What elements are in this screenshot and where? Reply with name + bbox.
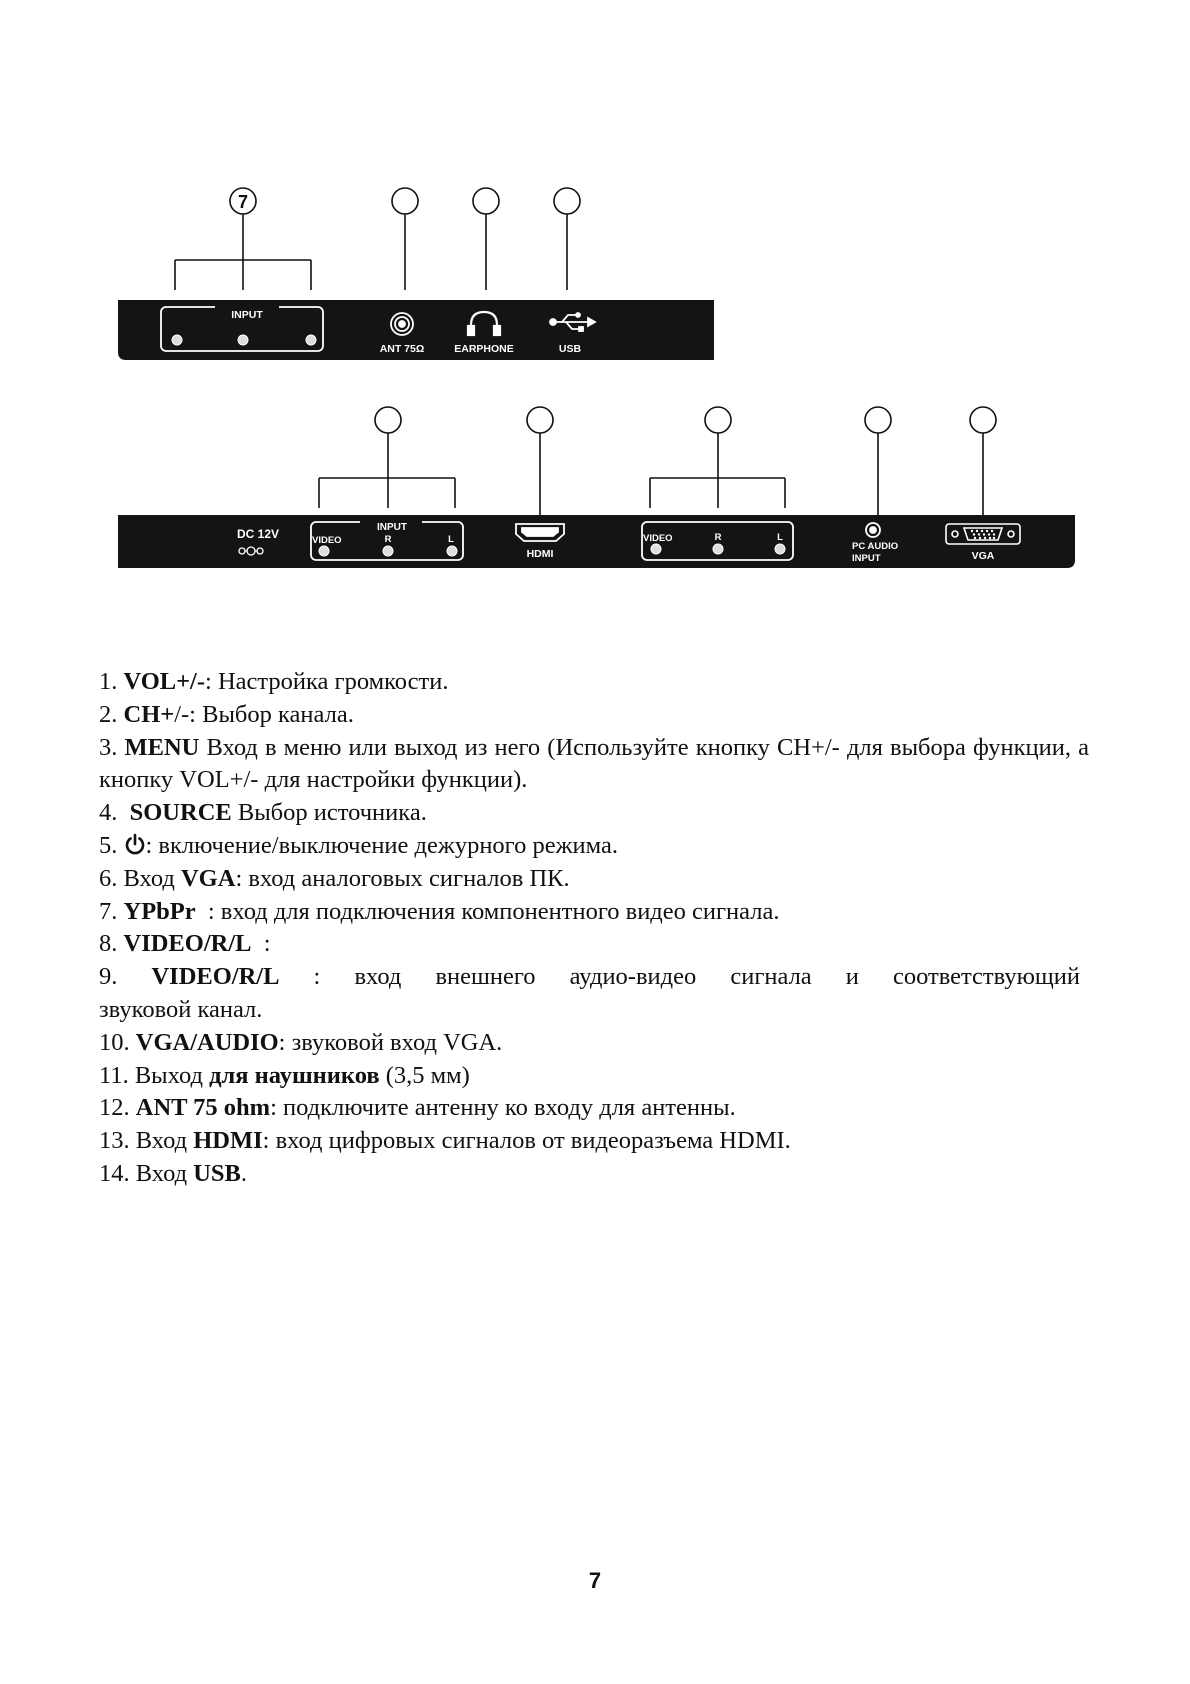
list-item: 8. VIDEO/R/L : [99,930,271,958]
list-item: 14. Вход USB. [99,1159,248,1187]
list-item-continuation: звуковой канал. [99,995,263,1023]
top-callouts [175,188,580,290]
hdmi-label: HDMI [526,548,554,560]
av-r-label: R [714,532,722,543]
list-item: 13. Вход HDMI: вход цифровых сигналов от видеоразъема HDMI. [99,1127,791,1155]
bottom-input-label: INPUT [377,522,407,533]
connector-description-list [99,666,1089,1191]
usb-label: USB [558,343,582,355]
antenna-jack-icon [391,313,413,335]
list-item: 12. ANT 75 ohm: подключите антенну ко входу для антенны. [99,1094,736,1122]
bottom-callouts [319,407,996,515]
power-icon [124,833,146,855]
list-item: 9. VIDEO/R/L : вход внешнего аудио-видео сигнала и соответствующий [99,963,1080,991]
list-item: 4. SOURCE Выбор источника. [99,799,427,827]
list-item: 1. VOL+/-: Настройка громкости. [99,668,449,695]
connector-panels-diagram [0,0,1190,600]
page-number: 7 [588,1568,602,1593]
ant-label: ANT 75Ω [379,343,425,355]
list-item: 11. Выход для наушников (3,5 мм) [99,1061,470,1089]
pc-audio-label-1: PC AUDIO [852,541,899,552]
list-item: 7. YPbPr : вход для подключения компонентного видео сигнала. [99,897,780,925]
earphone-label: EARPHONE [454,343,514,355]
bottom-video-label: VIDEO [312,535,342,546]
list-item: 5. : включение/выключение дежурного режима. [99,831,618,859]
bottom-panel [118,407,1075,568]
vga-label: VGA [971,550,995,562]
bottom-r-label: R [384,534,392,545]
list-item: 2. CH+/-: Выбор канала. [99,700,354,728]
bottom-l-label: L [448,534,454,545]
list-item: 6. Вход VGA: вход аналоговых сигналов ПК. [99,864,570,892]
pc-audio-label-2: INPUT [852,553,881,564]
callout-number-7: 7 [237,192,249,212]
top-input-label: INPUT [231,309,263,321]
bottom-panel-body [118,515,1075,568]
list-item: 10. VGA/AUDIO: звуковой вход VGA. [99,1028,503,1056]
list-item: 3. MENU Вход в меню или выход из него (Используйте кнопку CH+/- для выбора функции, а кнопку VOL+/- для настройки функции). [99,733,1089,794]
av-video-label: VIDEO [643,533,673,544]
top-panel [118,188,714,360]
dc-label: DC 12V [236,527,280,541]
av-l-label: L [777,532,783,543]
